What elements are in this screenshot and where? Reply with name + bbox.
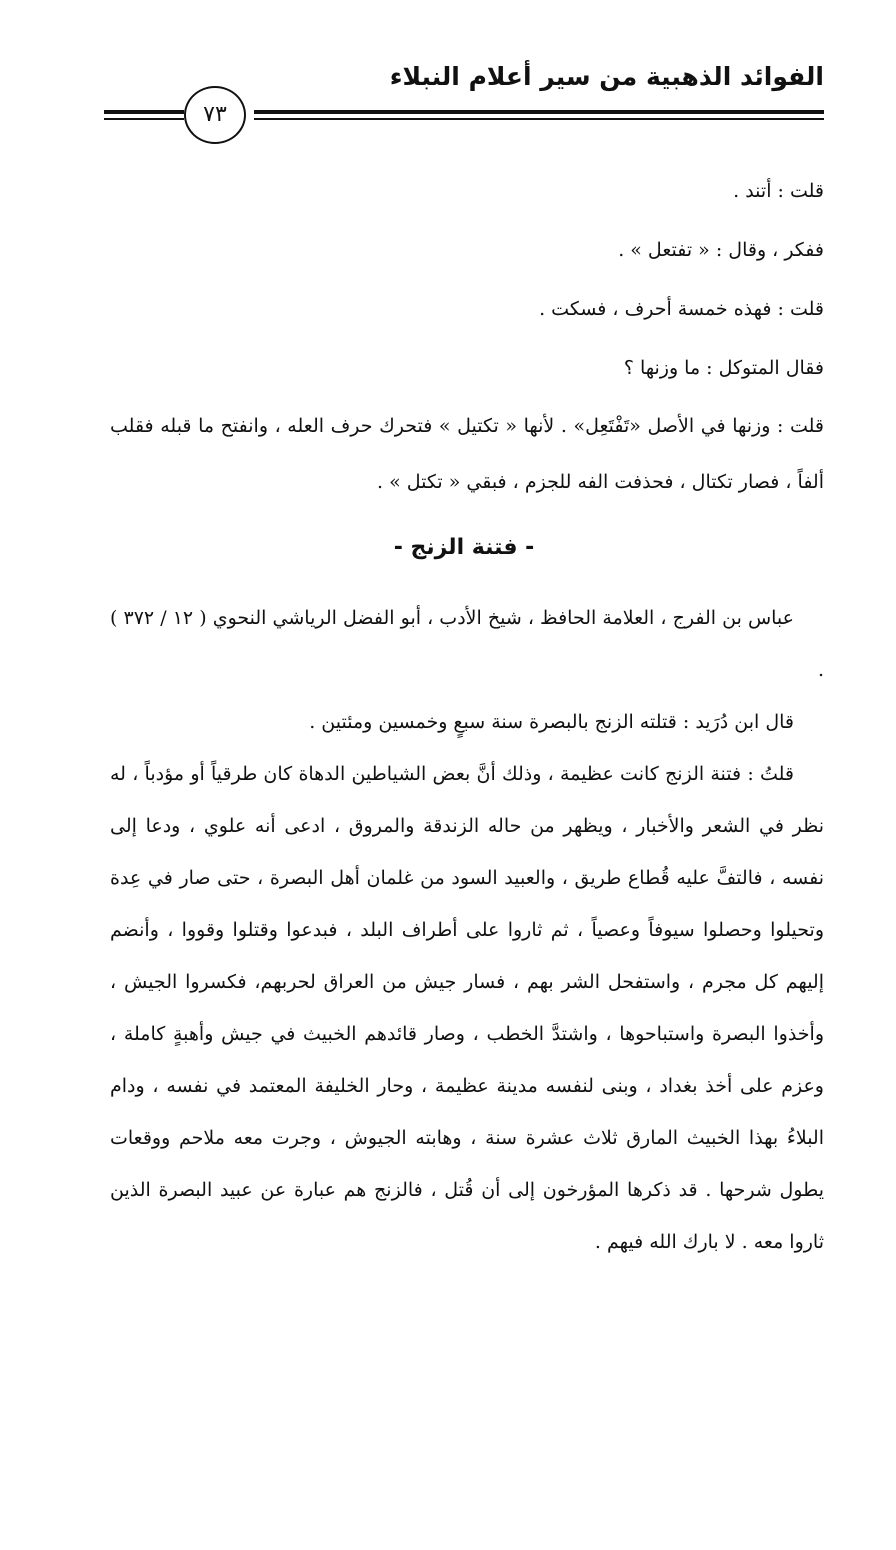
rule-thick-line	[104, 110, 184, 114]
dialogue-line: قلت : أتند .	[733, 180, 824, 202]
dialogue-line: قلت : فهذه خمسة أحرف ، فسكت .	[539, 298, 824, 320]
section-heading: - فتنة الزنج -	[393, 535, 535, 560]
running-title: الفوائد الذهبية من سير أعلام النبلاء	[389, 62, 824, 91]
rule-thin-line	[254, 118, 824, 120]
dialogue-line: فقال المتوكل : ما وزنها ؟	[623, 357, 824, 379]
rule-thin-line	[104, 118, 184, 120]
header-rule-right	[254, 110, 824, 124]
paragraph: عباس بن الفرج ، العلامة الحافظ ، شيخ الأدب ، أبو الفضل الرياشي النحوي ( ١٢ / ٣٧٢ ) .	[110, 607, 824, 681]
dialogue-line: ففكر ، وقال : « تفتعل » .	[618, 239, 824, 261]
paragraph: قال ابن دُرَيد : قتلته الزنج بالبصرة سنة سبعٍ وخمسين ومئتين .	[309, 711, 794, 733]
paragraph: قلتُ : فتنة الزنج كانت عظيمة ، وذلك أنَّ بعض الشياطين الدهاة كان طرقياً أو مؤدباً ، له نظر في الشعر والأخبار ، ويظهر من حاله الزندقة والمروق ، ادعى أنه علوي ، ودعا إلى نفسه ، فالتفَّ عليه قُطاع طريق ، والعبيد السود من غلمان أهل البصرة ، حتى صار في عِدة وتحيلوا وحصلوا سيوفاً وعصياً ، ثم ثاروا على أطراف البلد ، فبدعوا وقتلوا وقووا ، وأنضم إليهم كل مجرم ، واستفحل الشر بهم ، فسار جيش من العراق لحربهم، فكسروا الجيش ، وأخذوا البصرة واستباحوها ، واشتدَّ الخطب ، وصار قائدهم الخبيث في جيش وأهبةٍ كاملة ، وعزم على أخذ بغداد ، وبنى لنفسه مدينة عظيمة ، وحار الخليفة المعتمد في نفسه ، ودام البلاءُ بهذا الخبيث المارق ثلاث عشرة سنة ، وهابته الجيوش ، وجرت معه ملاحم ووقعات يطول شرحها . قد ذكرها المؤرخون إلى أن قُتل ، فالزنج هم عبارة عن عبيد البصرة الذين ثاروا معه . لا بارك الله فيهم .	[110, 763, 824, 1253]
rule-thick-line	[254, 110, 824, 114]
header-rule-left	[104, 110, 184, 124]
dialogue-line: قلت : وزنها في الأصل «تَفْتَعِل» . لأنها « تكتيل » فتحرك حرف العله ، وانفتح ما قبله فقلب ألفاً ، فصار تكتال ، فحذفت الفه للجزم ، فبقي « تكتل » .	[110, 415, 824, 493]
main-text	[110, 592, 824, 1268]
page-number-badge: ٧٣	[184, 86, 246, 144]
dialogue-block	[110, 162, 824, 510]
